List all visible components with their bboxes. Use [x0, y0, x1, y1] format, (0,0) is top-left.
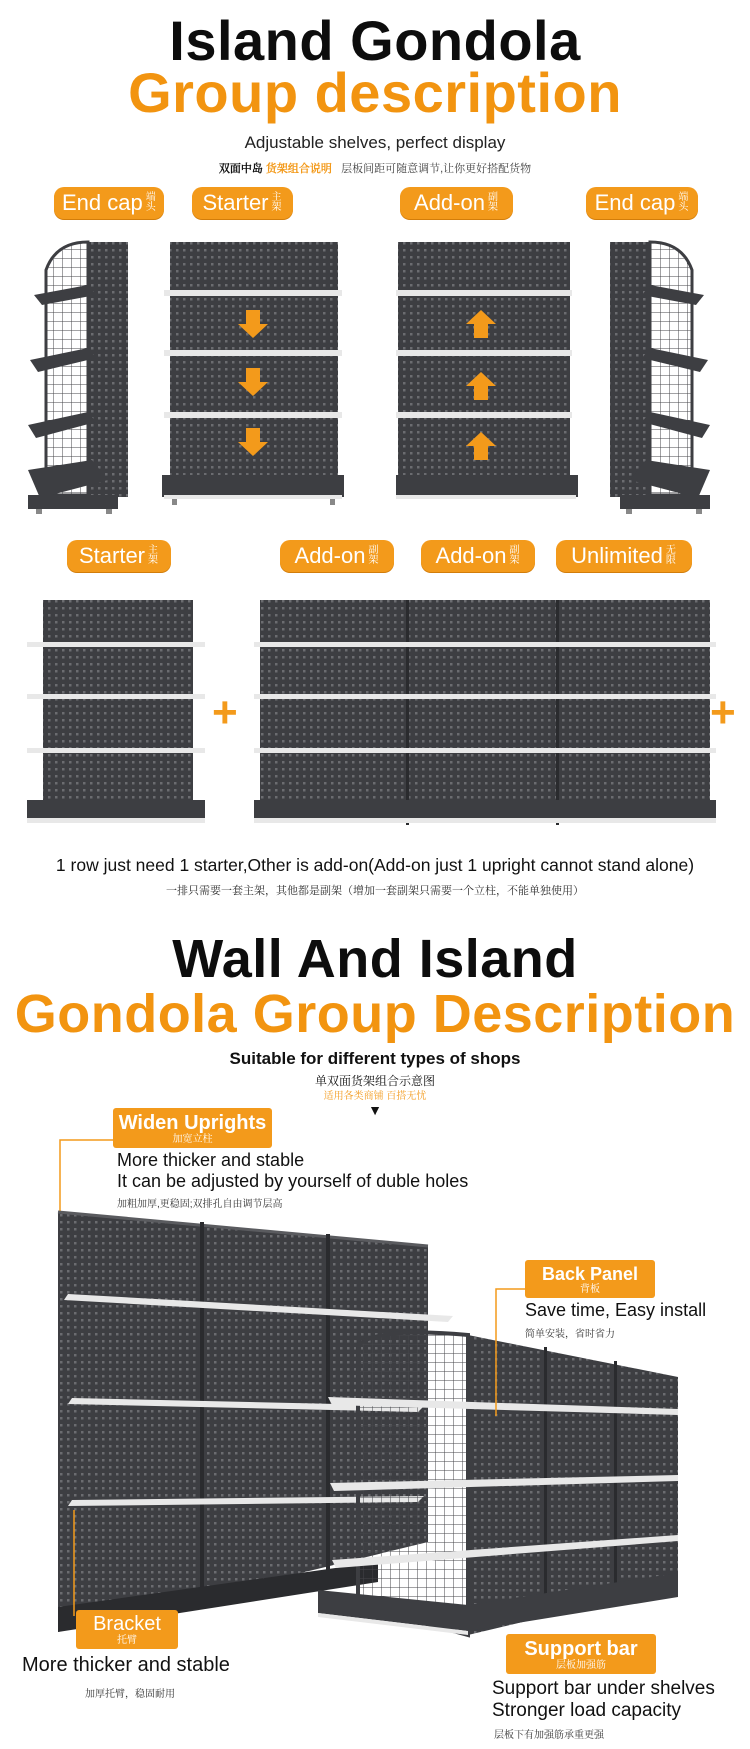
section1-subnote [0, 160, 750, 176]
tag-end-cap-left: End cap 端头 [54, 187, 164, 219]
section2-title: Wall And Island [172, 929, 578, 989]
row-tag-add-on-1: Add-on 副架 [280, 540, 394, 572]
end-cap-right-shelf [606, 240, 712, 515]
starter-shelf [160, 240, 346, 515]
plus-icon-1: + [212, 688, 238, 737]
row-tag-starter: Starter 主架 [67, 540, 171, 572]
widen-text-2: It can be adjusted by yourself of duble holes [117, 1171, 469, 1191]
subnote-right: 层板间距可随意调节,让你更好搭配货物 [341, 163, 532, 175]
section2-subtitle-orange: Gondola Group Description [14, 984, 736, 1044]
support-bar-text-2: Stronger load capacity [492, 1700, 682, 1721]
support-bar-label: Support bar 层板加强筋 [506, 1634, 656, 1674]
bracket-leader [70, 1508, 80, 1618]
section2-tagline-zh: 单双面货架组合示意图 [314, 1074, 435, 1088]
section1-tagline: Adjustable shelves, perfect display [244, 133, 506, 152]
tag-add-on: Add-on 副架 [400, 187, 513, 219]
support-bar-text-1: Support bar under shelves [492, 1678, 715, 1699]
add-on-shelf [394, 240, 580, 515]
section2-tagline-zh-orange: 适用各类商铺 百搭无忧 [323, 1091, 427, 1102]
section1-caption: 1 row just need 1 starter,Other is add-on(Add-on just 1 upright cannot stand alone) [55, 855, 695, 875]
bracket-note: 加厚托臂，稳固耐用 [85, 1689, 175, 1700]
back-panel-label: Back Panel 背板 [525, 1260, 655, 1298]
row-tag-add-on-2: Add-on 副架 [421, 540, 535, 572]
row-add-on-shelves [252, 598, 718, 830]
subnote-black: 双面中岛 [218, 163, 263, 175]
bracket-text: More thicker and stable [22, 1654, 230, 1676]
back-panel-text: Save time, Easy install [525, 1300, 707, 1320]
subnote-orange: 货架组合说明 [265, 163, 332, 175]
widen-note: 加粗加厚,更稳固;双排孔自由调节层高 [117, 1199, 283, 1210]
bracket-label: Bracket 托臂 [76, 1610, 178, 1649]
row-tag-unlimited: Unlimited 无限 [556, 540, 692, 572]
support-bar-note: 层板下有加强筋承重更强 [494, 1730, 604, 1741]
section1-subtitle-orange: Group description [128, 61, 622, 124]
widen-uprights-label: Widen Uprights 加宽立柱 [113, 1108, 272, 1148]
plus-icon-2: + [710, 688, 736, 737]
row-starter-shelf [25, 598, 207, 830]
down-arrow-icon: ▼ [368, 1102, 382, 1118]
section1-title: Island Gondola [169, 9, 581, 72]
back-panel-note: 简单安装，省时省力 [525, 1329, 615, 1340]
tag-starter: Starter 主架 [192, 187, 293, 219]
section1-caption-zh: 一排只需要一套主架，其他都是副架（增加一套副架只需要一个立柱，不能单独使用） [166, 885, 584, 897]
section2-tagline: Suitable for different types of shops [229, 1049, 521, 1068]
tag-end-cap-right: End cap 端头 [586, 187, 698, 219]
widen-text-1: More thicker and stable [117, 1150, 305, 1170]
end-cap-left-shelf [26, 240, 132, 515]
